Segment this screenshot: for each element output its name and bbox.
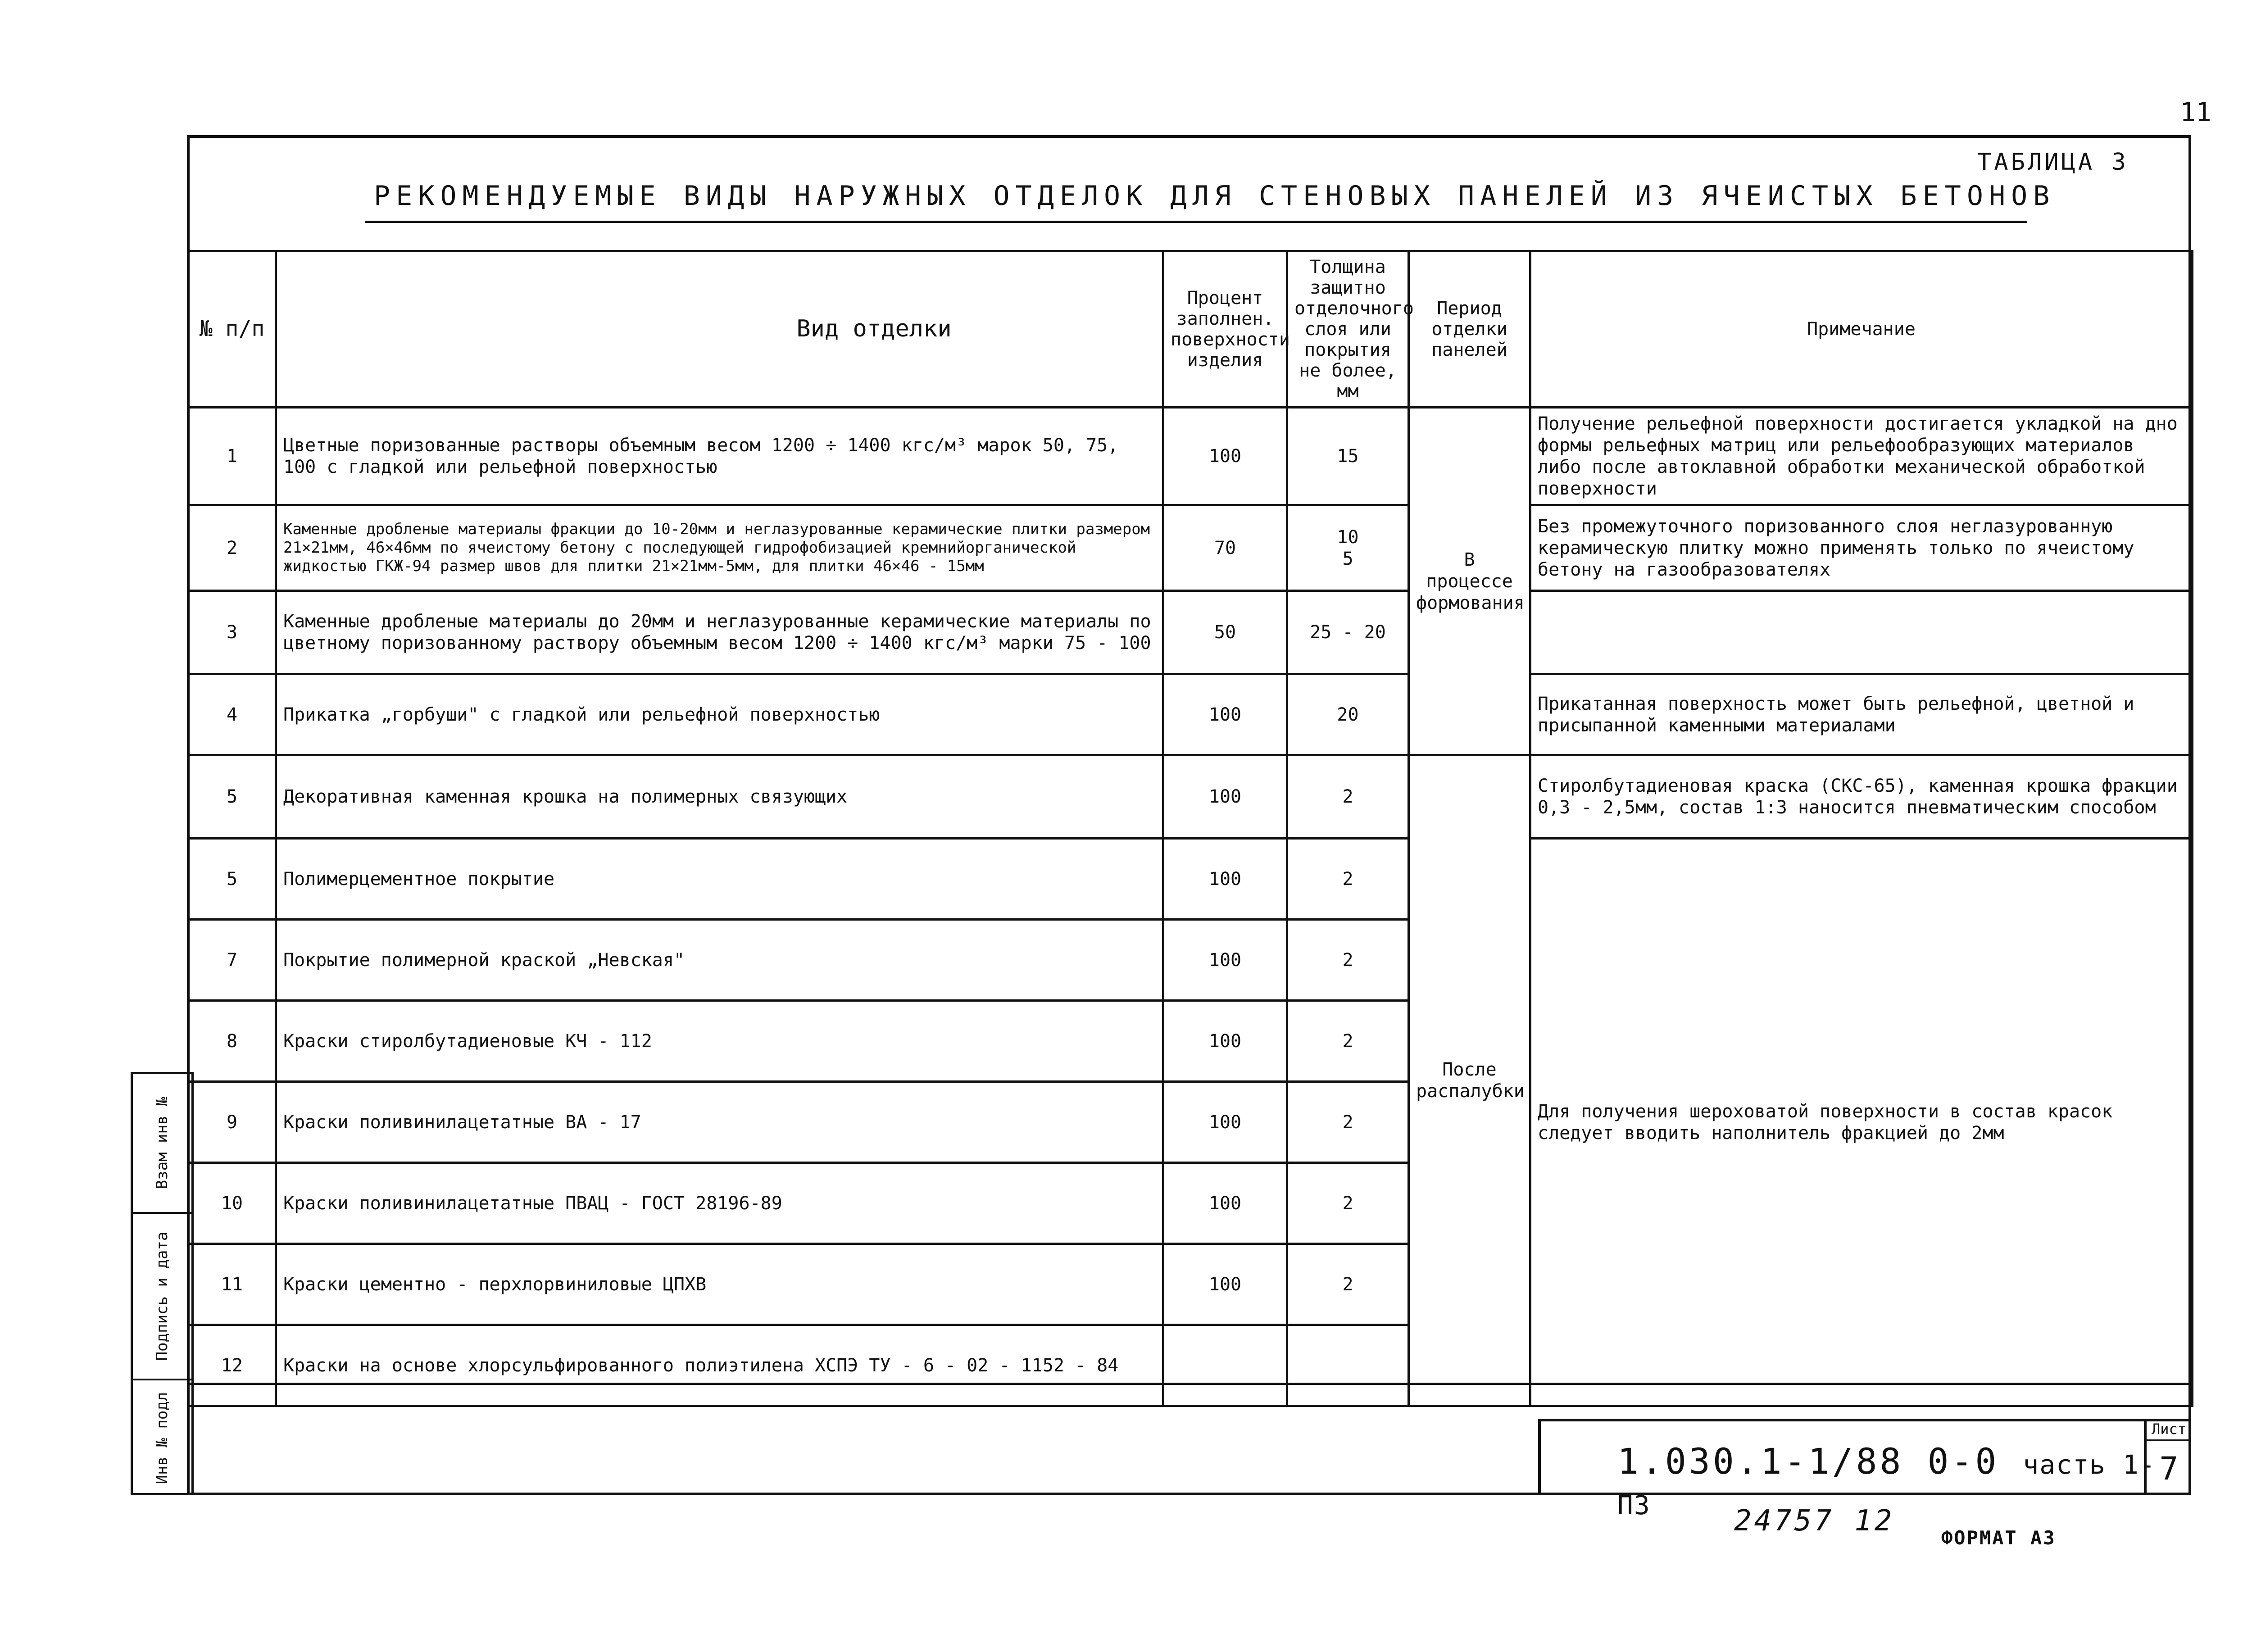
row-percent: [1163, 1325, 1287, 1406]
period-after-demolding: После распалубки: [1409, 755, 1530, 1406]
document-code-part: часть 1-ПЗ: [1617, 1449, 2156, 1520]
header-num: № п/п: [188, 251, 276, 408]
period-forming: В процессе формования: [1409, 408, 1530, 755]
row-finish: Краски цементно - перхлорвиниловые ЦПХВ: [276, 1244, 1163, 1325]
table-row: [188, 408, 2193, 505]
row-num: 8: [188, 1001, 276, 1082]
document-code-number: 1.030.1-1/88 0-0: [1617, 1442, 1999, 1482]
row-finish: Краски поливинилацетатные ПВАЦ - ГОСТ 28196-89: [276, 1163, 1163, 1244]
table-row: [188, 505, 2193, 591]
row-note: Без промежуточного поризованного слоя неглазурованную керамическую плитку можно применять только по ячеистому бетону на газообразователях: [1530, 505, 2193, 591]
page-number: 11: [2180, 97, 2211, 127]
row-finish: Краски на основе хлорсульфированного полиэтилена ХСПЭ ТУ - 6 - 02 - 1152 - 84: [276, 1325, 1163, 1406]
row-note: [1530, 591, 2193, 674]
paper-format: ФОРМАТ А3: [1941, 1527, 2056, 1549]
side-label-replacement: Взам инв №: [153, 1097, 171, 1189]
table-row: [188, 839, 2193, 920]
finishes-table: [187, 250, 2193, 1407]
row-finish: Прикатка „горбуши" с гладкой или рельефной поверхностью: [276, 674, 1163, 755]
row-note: Прикатанная поверхность может быть рельефной, цветной и присыпанной каменными материалами: [1530, 674, 2193, 755]
row-thickness: 25 - 20: [1287, 591, 1409, 674]
row-percent: 50: [1163, 591, 1287, 674]
row-finish: Каменные дробленые материалы до 20мм и неглазурованные керамические материалы по цветному поризованному раствору объемным весом 1200 ÷ 1400 кгс/м³ марки 75 - 100: [276, 591, 1163, 674]
row-note: Получение рельефной поверхности достигается укладкой на дно формы рельефных матриц или рельефообразующих материалов либо после автоклавной обработки механической обработкой поверхности: [1530, 408, 2193, 505]
side-signature-strip: [131, 1072, 194, 1495]
table-label: ТАБЛИЦА 3: [1977, 149, 2129, 176]
row-note: Для получения шероховатой поверхности в состав красок следует вводить наполнитель фракцией до 2мм: [1530, 839, 2193, 1406]
row-percent: 70: [1163, 505, 1287, 591]
row-percent: 100: [1163, 1244, 1287, 1325]
side-cell-inventory: [133, 1380, 191, 1495]
row-thickness: 10 5: [1287, 505, 1409, 591]
row-percent: 100: [1163, 408, 1287, 505]
row-thickness: 2: [1287, 755, 1409, 839]
row-thickness: 2: [1287, 1001, 1409, 1082]
row-thickness: 2: [1287, 1163, 1409, 1244]
title-underline: [365, 221, 2027, 223]
row-thickness: 2: [1287, 1082, 1409, 1163]
row-thickness: 20: [1287, 674, 1409, 755]
row-thickness: 2: [1287, 839, 1409, 920]
header-note: Примечание: [1530, 251, 2193, 408]
row-finish: Покрытие полимерной краской „Невская": [276, 920, 1163, 1001]
title-block-stamp: [1538, 1419, 2191, 1520]
row-num: 11: [188, 1244, 276, 1325]
side-label-signature: Подпись и дата: [153, 1231, 171, 1361]
row-num: 3: [188, 591, 276, 674]
row-percent: 100: [1163, 920, 1287, 1001]
header-period: Период отделки панелей: [1409, 251, 1530, 408]
row-thickness: 15: [1287, 408, 1409, 505]
document-code: [1617, 1442, 2188, 1523]
row-percent: 100: [1163, 1163, 1287, 1244]
side-label-inventory: Инв № подл: [153, 1392, 171, 1484]
row-finish: Полимерцементное покрытие: [276, 839, 1163, 920]
row-finish: Декоративная каменная крошка на полимерных связующих: [276, 755, 1163, 839]
page-title: РЕКОМЕНДУЕМЫЕ ВИДЫ НАРУЖНЫХ ОТДЕЛОК ДЛЯ СТЕНОВЫХ ПАНЕЛЕЙ ИЗ ЯЧЕИСТЫХ БЕТОНОВ: [374, 180, 2056, 212]
header-thickness: Толщина защитно отделочного слоя или покрытия не более, мм: [1287, 251, 1409, 408]
sheet-number: 7: [2159, 1450, 2179, 1487]
row-percent: 100: [1163, 1082, 1287, 1163]
row-thickness: 2: [1287, 920, 1409, 1001]
row-percent: 100: [1163, 755, 1287, 839]
row-thickness: 2: [1287, 1244, 1409, 1325]
row-num: 4: [188, 674, 276, 755]
row-num: 12: [188, 1325, 276, 1406]
row-finish: Краски поливинилацетатные ВА - 17: [276, 1082, 1163, 1163]
row-num: 5: [188, 755, 276, 839]
table-row: [188, 591, 2193, 674]
side-cell-replacement: [133, 1074, 191, 1214]
row-note: Стиролбутадиеновая краска (СКС-65), каменная крошка фракции 0,3 - 2,5мм, состав 1:3 наносится пневматическим способом: [1530, 755, 2193, 839]
table-header-row: [188, 251, 2193, 408]
header-finish-type: Вид отделки: [276, 251, 1163, 408]
sheet-label: Лист: [2147, 1419, 2191, 1441]
row-percent: 100: [1163, 674, 1287, 755]
row-num: 9: [188, 1082, 276, 1163]
row-num: 7: [188, 920, 276, 1001]
inventory-number: 24757 12: [1734, 1504, 1895, 1538]
row-percent: 100: [1163, 839, 1287, 920]
row-thickness: [1287, 1325, 1409, 1406]
row-num: 1: [188, 408, 276, 505]
table-row: [188, 674, 2193, 755]
table-row: [188, 755, 2193, 839]
row-num: 2: [188, 505, 276, 591]
row-num: 5: [188, 839, 276, 920]
bottom-rule: [187, 1383, 2191, 1385]
row-percent: 100: [1163, 1001, 1287, 1082]
row-finish: Краски стиролбутадиеновые КЧ - 112: [276, 1001, 1163, 1082]
side-cell-signature: [133, 1214, 191, 1380]
row-finish: Каменные дробленые материалы фракции до 10-20мм и неглазурованные керамические плитки размером 21×21мм, 46×46мм по ячеистому бетону с последующей гидрофобизацией кремнийорганической жидкостью ГКЖ-94 размер швов для плитки 21×21мм-5мм, для плитки 46×46 - 15мм: [276, 505, 1163, 591]
row-num: 10: [188, 1163, 276, 1244]
header-percent: Процент заполнен. поверхности изделия: [1163, 251, 1287, 408]
sheet-box: [2144, 1419, 2191, 1495]
row-finish: Цветные поризованные растворы объемным весом 1200 ÷ 1400 кгс/м³ марок 50, 75, 100 с гладкой или рельефной поверхностью: [276, 408, 1163, 505]
